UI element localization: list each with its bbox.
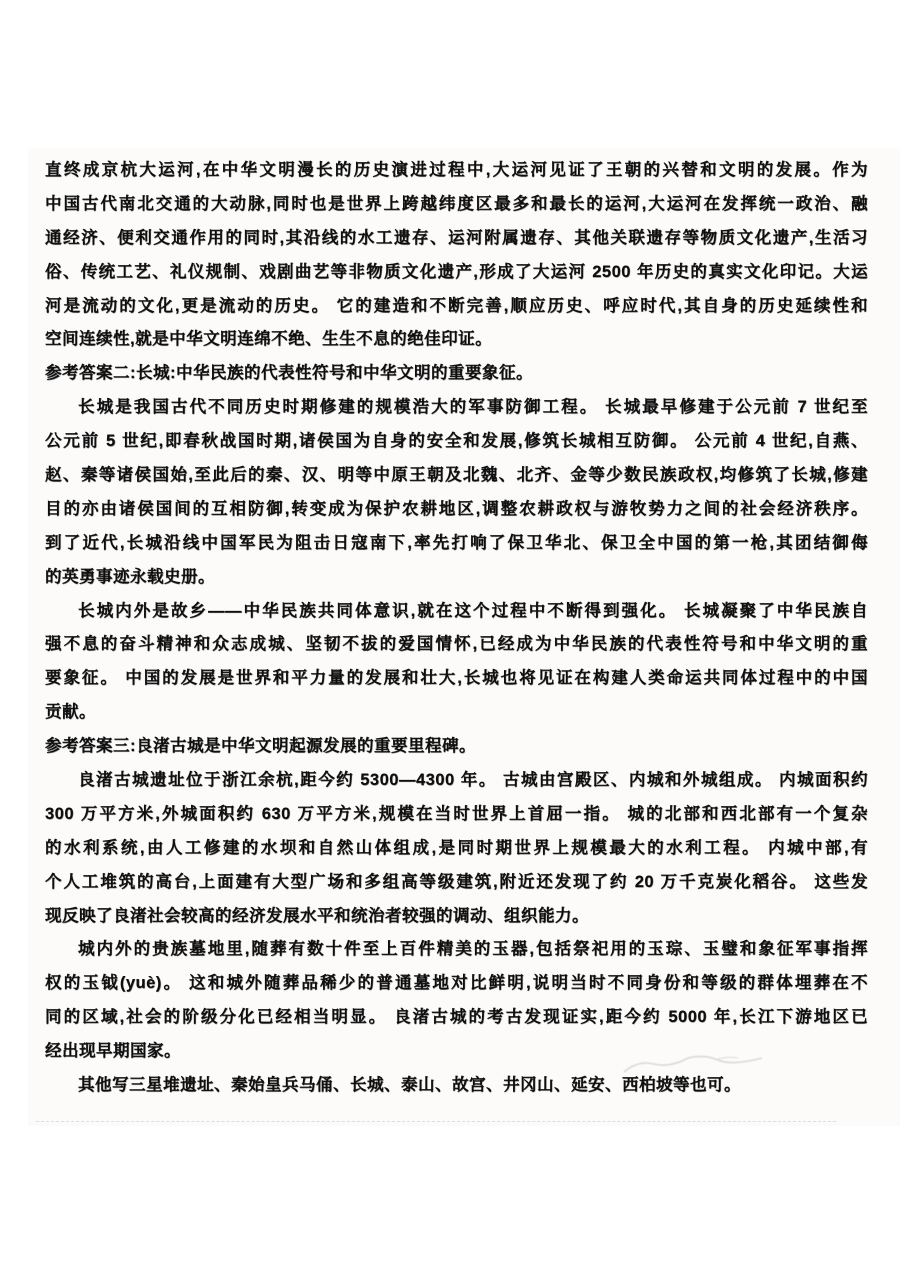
text-line: 个人工堆筑的高台,上面建有大型广场和多组高等级建筑,附近还发现了约 20 万千克炭化稻谷。 这些发 bbox=[45, 872, 868, 891]
text-line: 的英勇事迹永载史册。 bbox=[45, 567, 215, 586]
text-line: 现反映了良渚社会较高的经济发展水平和统治者较强的调动、组织能力。 bbox=[45, 906, 589, 925]
document-text bbox=[45, 154, 868, 1103]
text-line: 空间连续性,就是中华文明连绵不绝、生生不息的绝佳印证。 bbox=[45, 330, 493, 349]
text-line: 良渚古城遗址位于浙江余杭,距今约 5300—4300 年。 古城由宫殿区、内城和外城组成。 内城面积约 bbox=[78, 771, 868, 790]
text-line: 其他写三星堆遗址、秦始皇兵马俑、长城、泰山、故宫、井冈山、延安、西柏坡等也可。 bbox=[78, 1076, 741, 1095]
text-line: 要象征。 中国的发展是世界和平力量的发展和壮大,长城也将见证在构建人类命运共同体过程中的中国 bbox=[45, 669, 868, 688]
text-line: 城内外的贵族墓地里,随葬有数十件至上百件精美的玉器,包括祭祀用的玉琮、玉璧和象征军事指挥 bbox=[78, 940, 868, 959]
text-line: 经出现早期国家。 bbox=[45, 1042, 181, 1061]
text-line: 河是流动的文化,更是流动的历史。 它的建造和不断完善,顺应历史、呼应时代,其自身的历史延续性和 bbox=[45, 296, 868, 315]
text-line: 通经济、便利交通作用的同时,其沿线的水工遗存、运河附属遗存、其他关联遗存等物质文化遗产,生活习 bbox=[45, 228, 868, 247]
text-line: 直终成京杭大运河,在中华文明漫长的历史演进过程中,大运河见证了王朝的兴替和文明的发展。作为 bbox=[45, 161, 868, 179]
text-line: 目的亦由诸侯国间的互相防御,转变成为保护农耕地区,调整农耕政权与游牧势力之间的社会经济秩序。 bbox=[45, 499, 868, 518]
text-line: 贡献。 bbox=[45, 703, 96, 722]
text-line: 的水利系统,由人工修建的水坝和自然山体组成,是同时期世界上规模最大的水利工程。 内城中部,有 bbox=[45, 838, 868, 857]
text-line: 同的区域,社会的阶级分化已经相当明显。 良渚古城的考古发现证实,距今约 5000 年,长江下游地区已 bbox=[45, 1008, 868, 1027]
scanned-page bbox=[28, 148, 900, 1126]
answer-heading-line: 参考答案三:良渚古城是中华文明起源发展的重要里程碑。 bbox=[45, 737, 476, 756]
text-line: 俗、传统工艺、礼仪规制、戏剧曲艺等非物质文化遗产,形成了大运河 2500 年历史的真实文化印记。大运 bbox=[45, 262, 868, 281]
scan-edge-line bbox=[36, 1121, 836, 1122]
answer-heading-line: 参考答案二:长城:中华民族的代表性符号和中华文明的重要象征。 bbox=[45, 364, 533, 383]
text-line: 强不息的奋斗精神和众志成城、坚韧不拔的爱国情怀,已经成为中华民族的代表性符号和中华文明的重 bbox=[45, 635, 868, 654]
text-line: 长城内外是故乡——中华民族共同体意识,就在这个过程中不断得到强化。 长城凝聚了中华民族自 bbox=[78, 601, 868, 620]
text-line: 权的玉钺(yuè)。 这和城外随葬品稀少的普通墓地对比鲜明,说明当时不同身份和等级的群体埋葬在不 bbox=[45, 974, 868, 993]
text-line: 到了近代,长城沿线中国军民为阻击日寇南下,率先打响了保卫华北、保卫全中国的第一枪,其团结御侮 bbox=[45, 533, 868, 552]
text-line: 300 万平方米,外城面积约 630 万平方米,规模在当时世界上首屈一指。 城的北部和西北部有一个复杂 bbox=[45, 804, 868, 823]
text-line: 赵、秦等诸侯国始,至此后的秦、汉、明等中原王朝及北魏、北齐、金等少数民族政权,均修筑了长城,修建 bbox=[45, 466, 868, 485]
text-line: 公元前 5 世纪,即春秋战国时期,诸侯国为自身的安全和发展,修筑长城相互防御。 公元前 4 世纪,自燕、 bbox=[45, 432, 868, 451]
text-line: 长城是我国古代不同历史时期修建的规模浩大的军事防御工程。 长城最早修建于公元前 7 世纪至 bbox=[78, 398, 868, 417]
text-line: 中国古代南北交通的大动脉,同时也是世界上跨越纬度区最多和最长的运河,大运河在发挥统一政治、融 bbox=[45, 194, 868, 213]
